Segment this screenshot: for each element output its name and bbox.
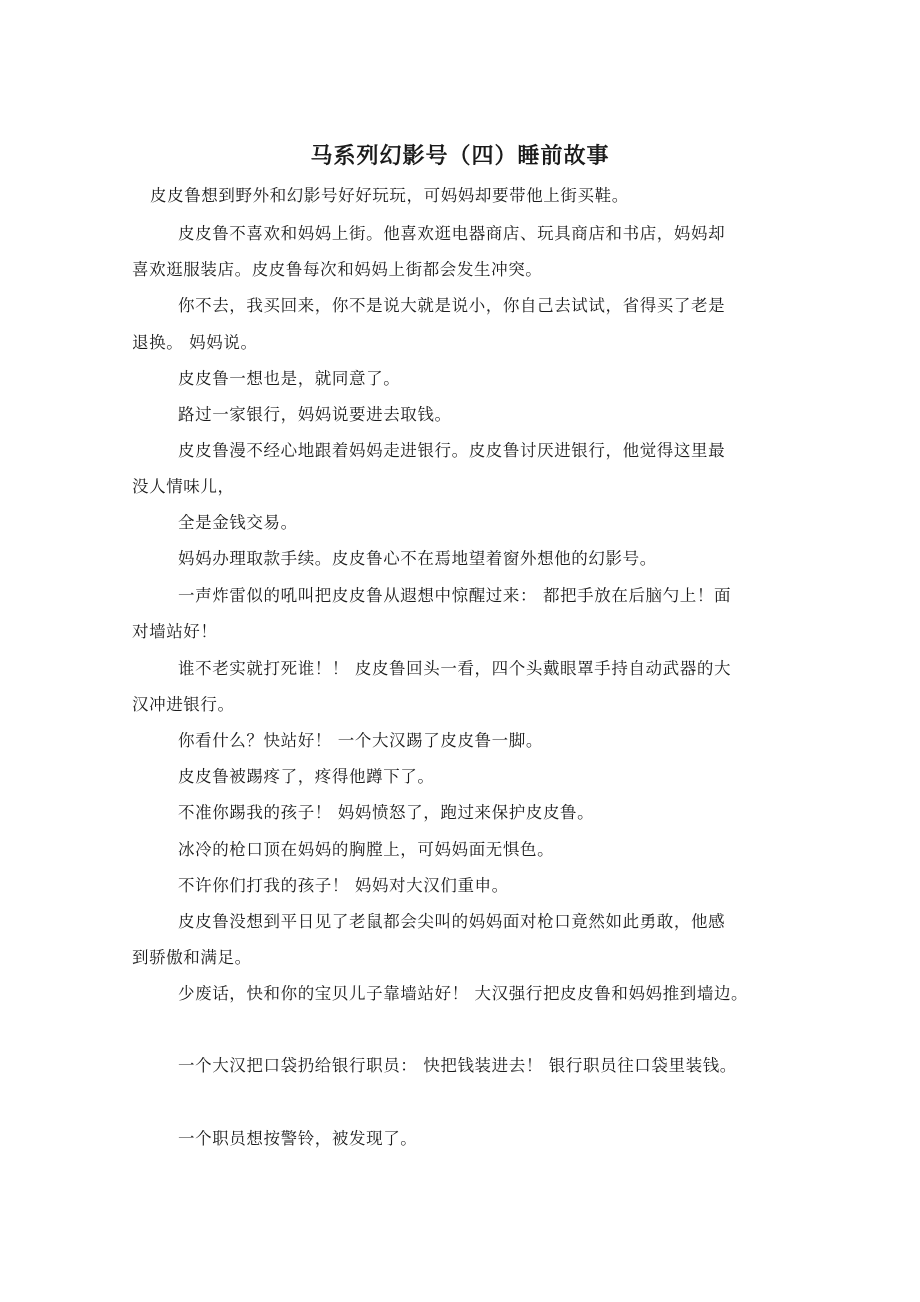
- paragraph-line: 皮皮鲁一想也是，就同意了。: [178, 369, 401, 388]
- paragraph-line: 你看什么？快站好！ 一个大汉踢了皮皮鲁一脚。: [178, 731, 543, 750]
- paragraph-line: 不准你踢我的孩子！ 妈妈愤怒了，跑过来保护皮皮鲁。: [178, 803, 595, 822]
- paragraph-line: 一个大汉把口袋扔给银行职员： 快把钱装进去！ 银行职员往口袋里装钱。: [178, 1056, 737, 1075]
- paragraph-line: 妈妈办理取款手续。皮皮鲁心不在焉地望着窗外想他的幻影号。: [178, 549, 657, 568]
- paragraph-line: 对墙站好！: [132, 622, 218, 641]
- paragraph-line: 一个职员想按警铃，被发现了。: [178, 1129, 418, 1148]
- paragraph-line: 喜欢逛服装店。皮皮鲁每次和妈妈上街都会发生冲突。: [132, 260, 543, 279]
- paragraph-line: 皮皮鲁不喜欢和妈妈上街。他喜欢逛电器商店、玩具商店和书店，妈妈却: [178, 224, 726, 243]
- paragraph-line: 不许你们打我的孩子！ 妈妈对大汉们重申。: [178, 876, 509, 895]
- paragraph-line: 皮皮鲁没想到平日见了老鼠都会尖叫的妈妈面对枪口竟然如此勇敢，他感: [178, 912, 726, 931]
- paragraph-line: 汉冲进银行。: [132, 695, 235, 714]
- paragraph-line: 一声炸雷似的吼叫把皮皮鲁从遐想中惊醒过来： 都把手放在后脑勺上！面: [178, 586, 732, 605]
- paragraph-line: 冰冷的枪口顶在妈妈的胸膛上，可妈妈面无惧色。: [178, 840, 555, 859]
- paragraph-line: 没人情味儿，: [132, 477, 235, 496]
- paragraph-line: 谁不老实就打死谁！！ 皮皮鲁回头一看，四个头戴眼罩手持自动武器的大: [178, 659, 732, 678]
- paragraph-line: 全是金钱交易。: [178, 513, 298, 532]
- paragraph-line: 路过一家银行，妈妈说要进去取钱。: [178, 405, 452, 424]
- paragraph-line: 皮皮鲁想到野外和幻影号好好玩玩，可妈妈却要带他上街买鞋。: [150, 186, 629, 205]
- paragraph-line: 退换。 妈妈说。: [132, 333, 258, 352]
- story-title: 马系列幻影号（四）睡前故事: [310, 143, 610, 169]
- paragraph-line: 少废话，快和你的宝贝儿子靠墙站好！ 大汉强行把皮皮鲁和妈妈推到墙边。: [178, 984, 749, 1003]
- paragraph-line: 皮皮鲁漫不经心地跟着妈妈走进银行。皮皮鲁讨厌进银行，他觉得这里最: [178, 441, 726, 460]
- paragraph-line: 皮皮鲁被踢疼了，疼得他蹲下了。: [178, 767, 435, 786]
- paragraph-line: 你不去，我买回来，你不是说大就是说小，你自己去试试，省得买了老是: [178, 296, 726, 315]
- paragraph-line: 到骄傲和满足。: [132, 948, 252, 967]
